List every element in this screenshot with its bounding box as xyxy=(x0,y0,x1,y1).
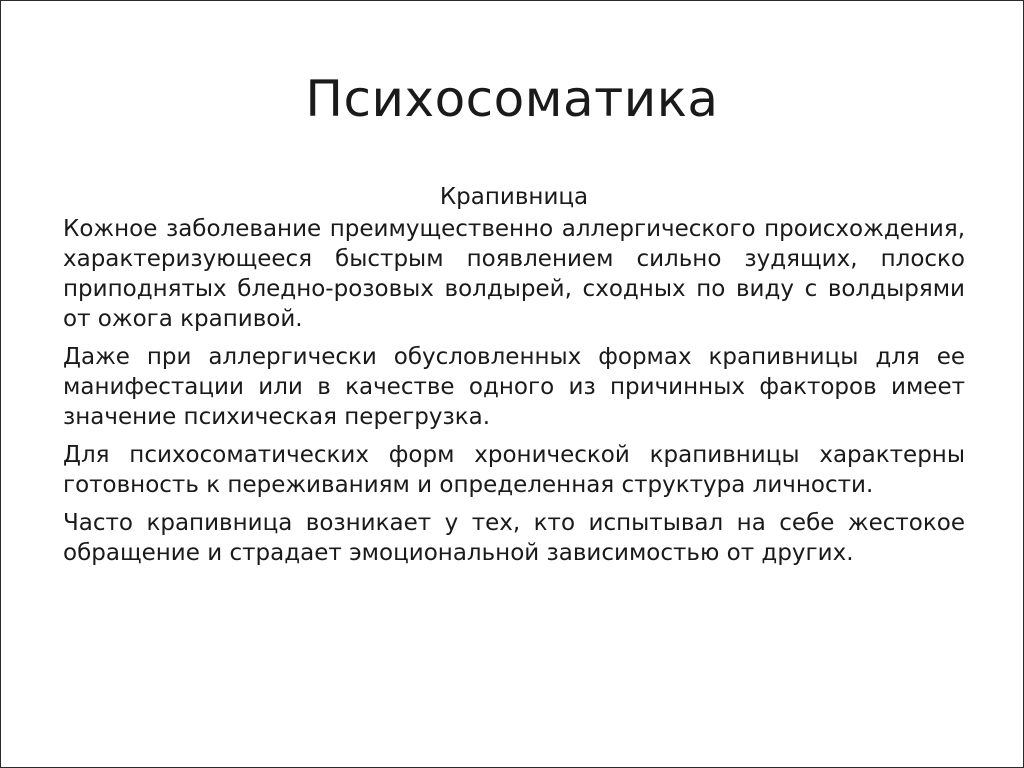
slide-body xyxy=(63,182,965,576)
slide-subtitle: Крапивница xyxy=(439,184,589,210)
paragraph-definition: Кожное заболевание преимущественно аллергического происхождения, характеризующееся быстрым появлением сильно зудящих, плоско приподнятых бледно-розовых волдырей, сходных по виду с волдырями от ожога крапивой. xyxy=(63,216,965,332)
paragraph-abuse-dependency: Часто крапивница возникает у тех, кто испытывал на себе жестокое обращение и страдает эмоциональной зависимостью от других. xyxy=(63,510,965,566)
paragraph-allergic-forms: Даже при аллергически обусловленных формах крапивницы для ее манифестации или в качестве одного из причинных факторов имеет значение психическая перегрузка. xyxy=(63,344,965,430)
slide-title: Психосоматика xyxy=(305,70,719,128)
paragraph-chronic-forms: Для психосоматических форм хронической крапивницы характерны готовность к переживаниям и определенная структура личности. xyxy=(63,442,965,498)
